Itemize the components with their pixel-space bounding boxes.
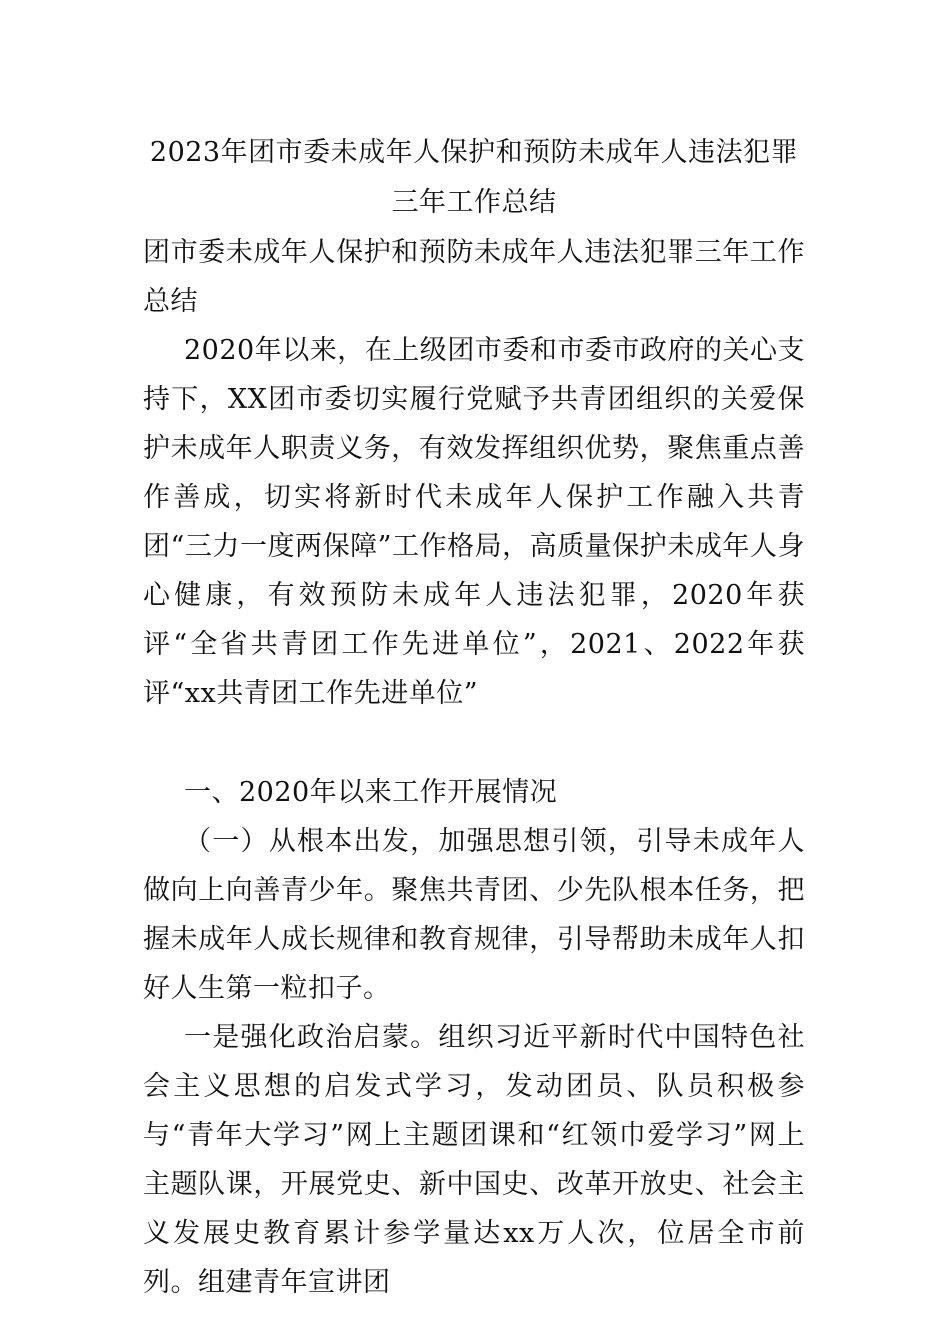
document-page (143, 128, 805, 1307)
document-subtitle: 团市委未成年人保护和预防未成年人违法犯罪三年工作总结 (143, 237, 805, 317)
section-heading: 一、2020年以来工作开展情况 (184, 777, 558, 808)
paragraph-point-1: 一是强化政治启蒙。组织习近平新时代中国特色社会主义思想的启发式学习，发动团员、队员积极参与“青年大学习”网上主题团课和“红领巾爱学习”网上主题队课，开展党史、新中国史、改革开放史、社会主义发展史教育累计参学量达xx万人次，位居全市前列。组建青年宣讲团 (143, 1022, 805, 1298)
paragraph-intro: 2020年以来，在上级团市委和市委市政府的关心支持下，XX团市委切实履行党赋予共青团组织的关爱保护未成年人职责义务，有效发挥组织优势，聚焦重点善作善成，切实将新时代未成年人保护工作融入共青团“三力一度两保障”工作格局，高质量保护未成年人身心健康，有效预防未成年人违法犯罪，2020年获评“全省共青团工作先进单位”，2021、2022年获评“xx共青团工作先进单位” (143, 335, 805, 709)
document-title: 2023年团市委未成年人保护和预防未成年人违法犯罪三年工作总结 (149, 137, 799, 218)
paragraph-section-1: （一）从根本出发，加强思想引领，引导未成年人做向上向善青少年。聚焦共青团、少先队根本任务，把握未成年人成长规律和教育规律，引导帮助未成年人扣好人生第一粒扣子。 (143, 826, 805, 1004)
